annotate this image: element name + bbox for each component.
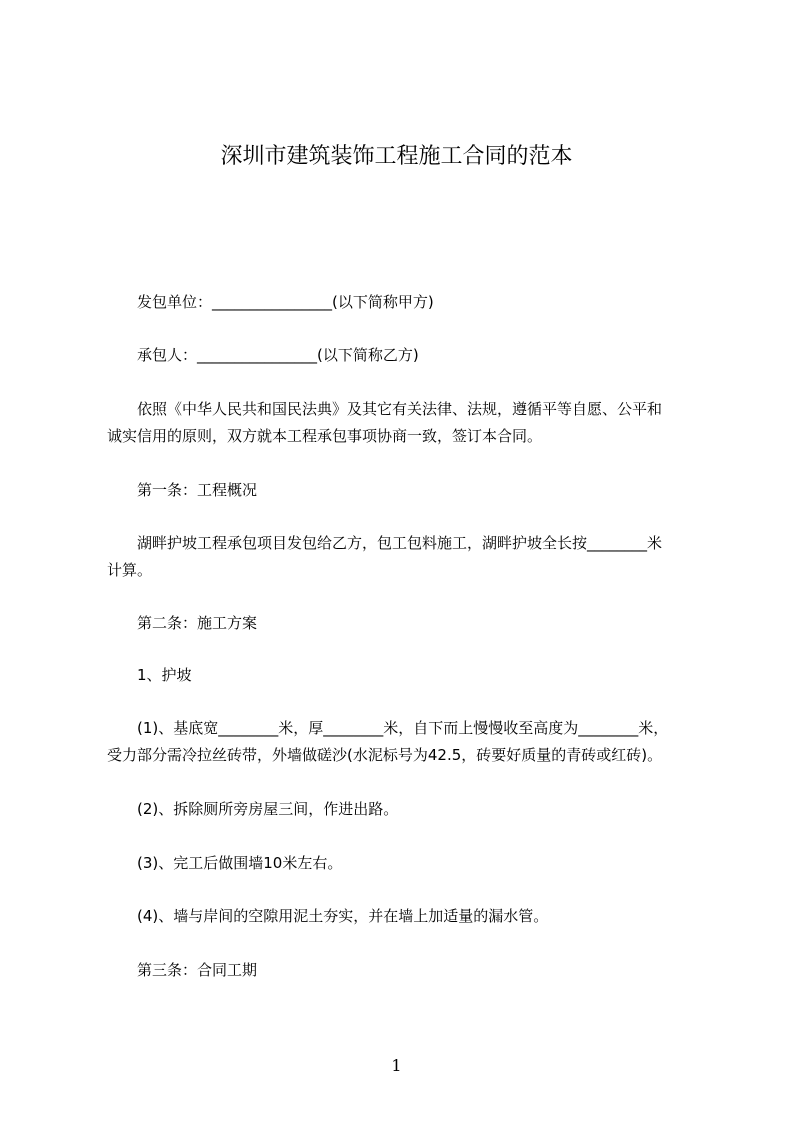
article-3-heading: 第三条：合同工期 — [137, 961, 258, 979]
document-title: 深圳市建筑装饰工程施工合同的范本 — [220, 144, 573, 169]
sub-item-4: (4)、墙与岸间的空隙用泥土夯实，并在墙上加适量的漏水管。 — [137, 907, 549, 925]
party-a-line: 发包单位：________________(以下简称甲方) — [137, 293, 434, 311]
intro-paragraph-line-2: 诚实信用的原则，双方就本工程承包事项协商一致，签订本合同。 — [107, 427, 543, 445]
article-1-heading: 第一条：工程概况 — [137, 481, 258, 499]
sub-item-1-line-2: 受力部分需冷拉丝砖带，外墙做磋沙(水泥标号为42.5，砖要好质量的青砖或红砖)。 — [107, 746, 663, 764]
sub-item-2: (2)、拆除厕所旁房屋三间，作进出路。 — [137, 800, 399, 818]
sub-item-3: (3)、完工后做围墙10米左右。 — [137, 854, 343, 872]
party-b-line: 承包人：________________(以下简称乙方) — [137, 346, 419, 364]
article-1-line-2: 计算。 — [107, 561, 153, 579]
intro-paragraph-line-1: 依照《中华人民共和国民法典》及其它有关法律、法规，遵循平等自愿、公平和 — [137, 400, 663, 418]
article-2-heading: 第二条：施工方案 — [137, 614, 258, 632]
article-1-line-1: 湖畔护坡工程承包项目发包给乙方，包工包料施工，湖畔护坡全长按________米 — [137, 534, 663, 552]
item-1-heading: 1、护坡 — [137, 666, 192, 684]
sub-item-1-line-1: (1)、基底宽________米，厚________米，自下而上慢慢收至高度为________米， — [137, 719, 669, 737]
page-number: 1 — [391, 1056, 402, 1075]
